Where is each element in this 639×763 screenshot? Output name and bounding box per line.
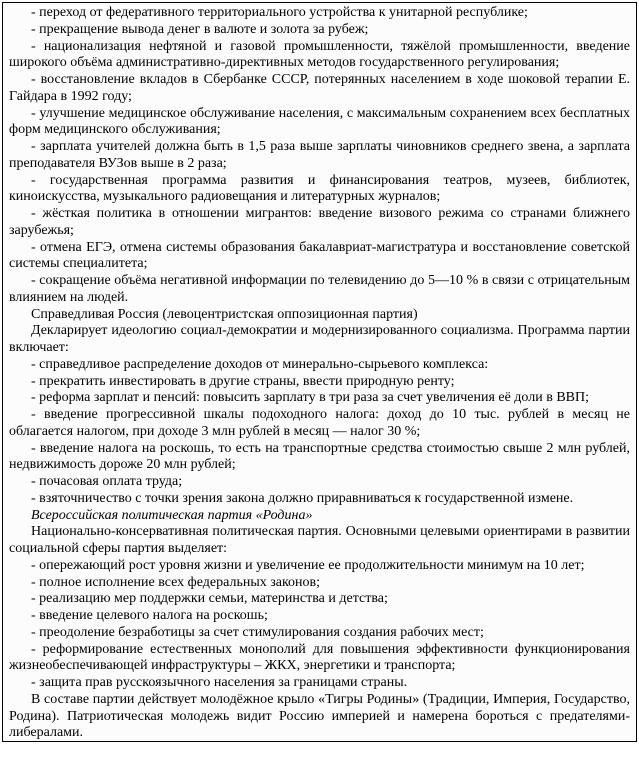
closing-paragraph: В составе партии действует молодёжное крыло «Тигры Родины» (Традиции, Империя, Государство, Родина). Патриотическая молодежь видит Россию империей и намерена бороться с предателями-либералами.: [9, 691, 630, 741]
list-item: - национализация нефтяной и газовой промышленности, тяжёлой промышленности, введение широкого объёма административно-директивных методов государственного регулирования;: [9, 38, 630, 71]
list-item: - почасовая оплата труда;: [31, 474, 183, 489]
list-item: - преодоление безработицы за счет стимулирования создания рабочих мест;: [31, 624, 484, 640]
list-item: - восстановление вкладов в Сбербанке СССР, потерянных населением в ходе шоковой терапии Е. Гайдара в 1992 году;: [9, 72, 630, 104]
list-item: - полное исполнение всех федеральных законов;: [31, 574, 321, 590]
list-item: - государственная программа развития и финансирования театров, музеев, библиотек, киноискусства, музыкального радиовещания и литературных журналов;: [9, 172, 630, 205]
list-item: - отмена ЕГЭ, отмена системы образования бакалавриат-магистратура и восстановление советской системы специалитета;: [9, 239, 630, 272]
list-item: - справедливое распределение доходов от минерально-сырьевого комплекса:: [31, 356, 489, 372]
list-item: - зарплата учителей должна быть в 1,5 раза выше зарплаты чиновников среднего звена, а зарплата преподавателя ВУЗов выше в 2 раза;: [9, 139, 630, 171]
party-intro: Национально-консервативная политическая партия. Основными целевыми ориентирами в развитии социальной сферы партия выделяет:: [9, 524, 630, 556]
list-item: - улучшение медицинское обслуживание населения, с максимальным сохранением всех бесплатных форм медицинского обслуживания;: [9, 105, 630, 138]
list-item: - защита прав русскоязычного населения за границами страны.: [31, 675, 408, 690]
list-item: - введение налога на роскошь, то есть на транспортные средства стоимостью свыше 2 млн рублей, недвижимость дороже 20 млн рублей;: [9, 440, 630, 473]
list-item: - переход от федеративного территориального устройства к унитарной республике;: [31, 5, 528, 20]
list-item: - сокращение объёма негативной информации по телевидению до 5—10 % в связи с отрицательным влиянием на людей.: [9, 273, 630, 305]
document-body: [9, 5, 630, 742]
list-item: - прекращение вывода денег в валюте и золота за рубеж;: [31, 21, 369, 37]
list-item: - введение целевого налога на роскошь;: [31, 608, 268, 623]
list-item: - реализацию мер поддержки семьи, материнства и детства;: [31, 591, 388, 607]
list-item: - введение прогрессивной шкалы подоходного налога: доход до 10 тыс. рублей в месяц не облагается налогом, при доходе 3 млн рублей в месяц — налог 30 %;: [9, 407, 630, 439]
list-item: - жёсткая политика в отношении мигрантов: введение визового режима со странами ближнего зарубежья;: [9, 206, 630, 238]
list-item: - взяточничество с точки зрения закона должно приравниваться к государственной измене.: [31, 490, 574, 506]
list-item: - опережающий рост уровня жизни и увеличение ее продолжительности минимум на 10 лет;: [31, 557, 585, 573]
party-heading: Справедливая Россия (левоцентристская оппозиционная партия): [31, 306, 418, 322]
list-item: - реформа зарплат и пенсий: повысить зарплату в три раза за счет увеличения её доли в ВВП;: [31, 390, 590, 406]
list-item: - реформирование естественных монополий для повышения эффективности функционирования жизнеобеспечивающей инфраструктуры – ЖКХ, энергетики и транспорта;: [9, 641, 630, 674]
party-heading: Всероссийская политическая партия «Родина»: [31, 507, 313, 523]
document-page: [2, 2, 637, 742]
party-intro: Декларирует идеологию социал-демократии и модернизированного социализма. Программа партии включает:: [9, 323, 630, 355]
list-item: - прекратить инвестировать в другие страны, ввести природную ренту;: [31, 373, 455, 389]
